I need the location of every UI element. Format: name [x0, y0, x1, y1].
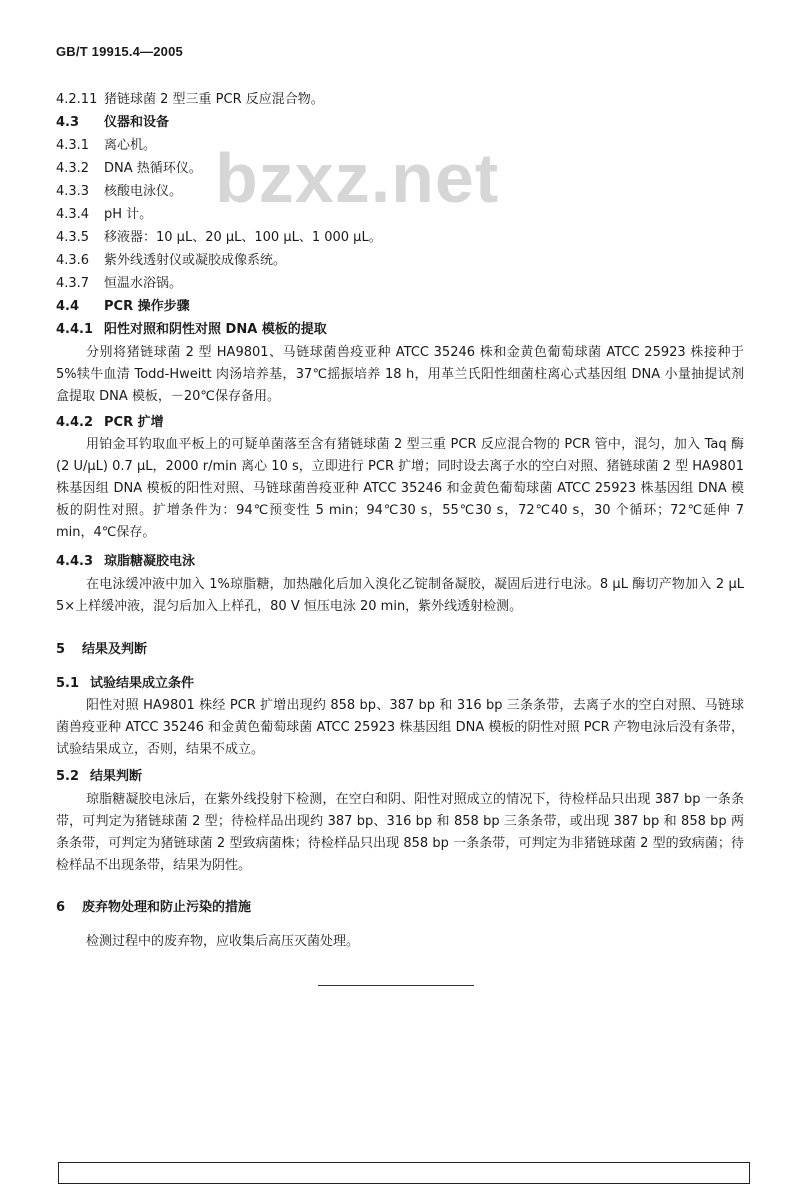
clause-text: 仪器和设备: [104, 115, 170, 130]
clause-4-2-11: [56, 91, 746, 108]
clause-text: pH 计。: [104, 207, 153, 222]
clause-text: 核酸电泳仪。: [104, 184, 183, 199]
clause-text: 琼脂糖凝胶电泳: [104, 554, 196, 569]
clause-text: 紫外线透射仪或凝胶成像系统。: [104, 253, 287, 268]
clause-text: 试验结果成立条件: [90, 676, 195, 691]
section-heading-6: [56, 899, 746, 916]
clause-text: 结果及判断: [82, 642, 148, 657]
clause-text: PCR 扩增: [104, 415, 164, 430]
clause-number: 4.3.3: [56, 184, 90, 199]
subsection-heading-4-4-3: [56, 553, 746, 570]
clause-number: 6: [56, 900, 66, 915]
clause-4-3-4: [56, 206, 746, 223]
section-heading-4-3: [56, 114, 746, 131]
section-heading-4-4: [56, 298, 746, 315]
clause-text: 离心机。: [104, 138, 157, 153]
clause-text: 猪链球菌 2 型三重 PCR 反应混合物。: [104, 92, 324, 107]
clause-text: 阳性对照和阴性对照 DNA 模板的提取: [104, 322, 327, 337]
watermark: bzxz.net: [215, 139, 500, 217]
end-of-document-rule: [318, 985, 474, 986]
clause-number: 4.4.2: [56, 415, 94, 430]
subsection-heading-4-4-1: [56, 321, 746, 338]
subsection-heading-5-2: [56, 768, 746, 785]
paragraph-5-2: 琼脂糖凝胶电泳后，在紫外线投射下检测，在空白和阴、阳性对照成立的情况下，待检样品只出现 387 bp 一条条带，可判定为猪链球菌 2 型；待检样品出现约 387 bp、316 bp 和 858 bp 三条条带，或出现 387 bp 和 858 bp 两条条带，可判定为猪链球菌 2 型致病菌株；待检样品只出现 858 bp 一条条带，可判定为非猪链球菌 2 型的致病菌；待检样品不出现条带，结果为阴性。: [56, 792, 744, 873]
subsection-heading-4-4-2: [56, 414, 746, 431]
clause-text: 恒温水浴锅。: [104, 276, 183, 291]
clause-4-3-2: [56, 160, 746, 177]
clause-text: 移液器：10 μL、20 μL、100 μL、1 000 μL。: [104, 230, 382, 245]
subsection-heading-5-1: [56, 675, 746, 692]
clause-number: 4.3.2: [56, 161, 90, 176]
clause-text: 废弃物处理和防止污染的措施: [82, 900, 252, 915]
clause-4-3-1: [56, 137, 746, 154]
paragraph-5-1: 阳性对照 HA9801 株经 PCR 扩增出现约 858 bp、387 bp 和 316 bp 三条条带，去离子水的空白对照、马链球菌兽疫亚种 ATCC 35246 和金黄色葡萄球菌 ATCC 25923 株基因组 DNA 模板的阴性对照 PCR 产物电泳后没有条带，试验结果成立，否则，结果不成立。: [56, 698, 744, 757]
clause-number: 4.4.3: [56, 554, 94, 569]
bottom-frame: [58, 1162, 750, 1184]
clause-number: 5.1: [56, 676, 80, 691]
clause-number: 5.2: [56, 769, 80, 784]
clause-4-3-6: [56, 252, 746, 269]
clause-text: DNA 热循环仪。: [104, 161, 202, 176]
clause-4-3-5: [56, 229, 746, 246]
paragraph-4-4-3: 在电泳缓冲液中加入 1%琼脂糖，加热融化后加入溴化乙锭制备凝胶，凝固后进行电泳。8 μL 酶切产物加入 2 μL 5×上样缓冲液，混匀后加入上样孔，80 V 恒压电泳 20 min，紫外线透射检测。: [56, 577, 744, 614]
clause-number: 4.3.4: [56, 207, 90, 222]
clause-4-3-7: [56, 275, 746, 292]
clause-number: 4.4.1: [56, 322, 94, 337]
clause-number: 4.3: [56, 115, 80, 130]
clause-number: 4.2.11: [56, 92, 98, 107]
section-heading-5: [56, 641, 746, 658]
clause-4-3-3: [56, 183, 746, 200]
clause-text: 结果判断: [90, 769, 143, 784]
standard-code: GB/T 19915.4—2005: [56, 44, 183, 59]
paragraph-4-4-1: 分别将猪链球菌 2 型 HA9801、马链球菌兽疫亚种 ATCC 35246 株和金黄色葡萄球菌 ATCC 25923 株接种于 5%犊牛血清 Todd-Hweitt 肉汤培养基，37℃摇振培养 18 h，用革兰氏阳性细菌柱离心式基因组 DNA 小量抽提试剂盒提取 DNA 模板，－20℃保存备用。: [56, 345, 744, 404]
paragraph-6: 检测过程中的废弃物，应收集后高压灭菌处理。: [86, 934, 360, 949]
clause-number: 4.3.5: [56, 230, 90, 245]
clause-number: 4.3.6: [56, 253, 90, 268]
clause-number: 4.3.1: [56, 138, 90, 153]
clause-number: 4.4: [56, 299, 80, 314]
clause-number: 4.3.7: [56, 276, 90, 291]
clause-number: 5: [56, 642, 66, 657]
paragraph-4-4-2: 用铂金耳钓取血平板上的可疑单菌落至含有猪链球菌 2 型三重 PCR 反应混合物的 PCR 管中，混匀，加入 Taq 酶(2 U/μL) 0.7 μL，2000 r/min 离心 10 s，立即进行 PCR 扩增；同时设去离子水的空白对照、猪链球菌 2 型 HA9801 株基因组 DNA 模板的阳性对照、马链球菌兽疫亚种 ATCC 35246 和金黄色葡萄球菌 ATCC 25923 株基因组 DNA 模板的阴性对照。扩增条件为：94℃预变性 5 min；94℃30 s，55℃30 s，72℃40 s，30 个循环；72℃延伸 7 min，4℃保存。: [56, 437, 744, 540]
clause-text: PCR 操作步骤: [104, 299, 190, 314]
